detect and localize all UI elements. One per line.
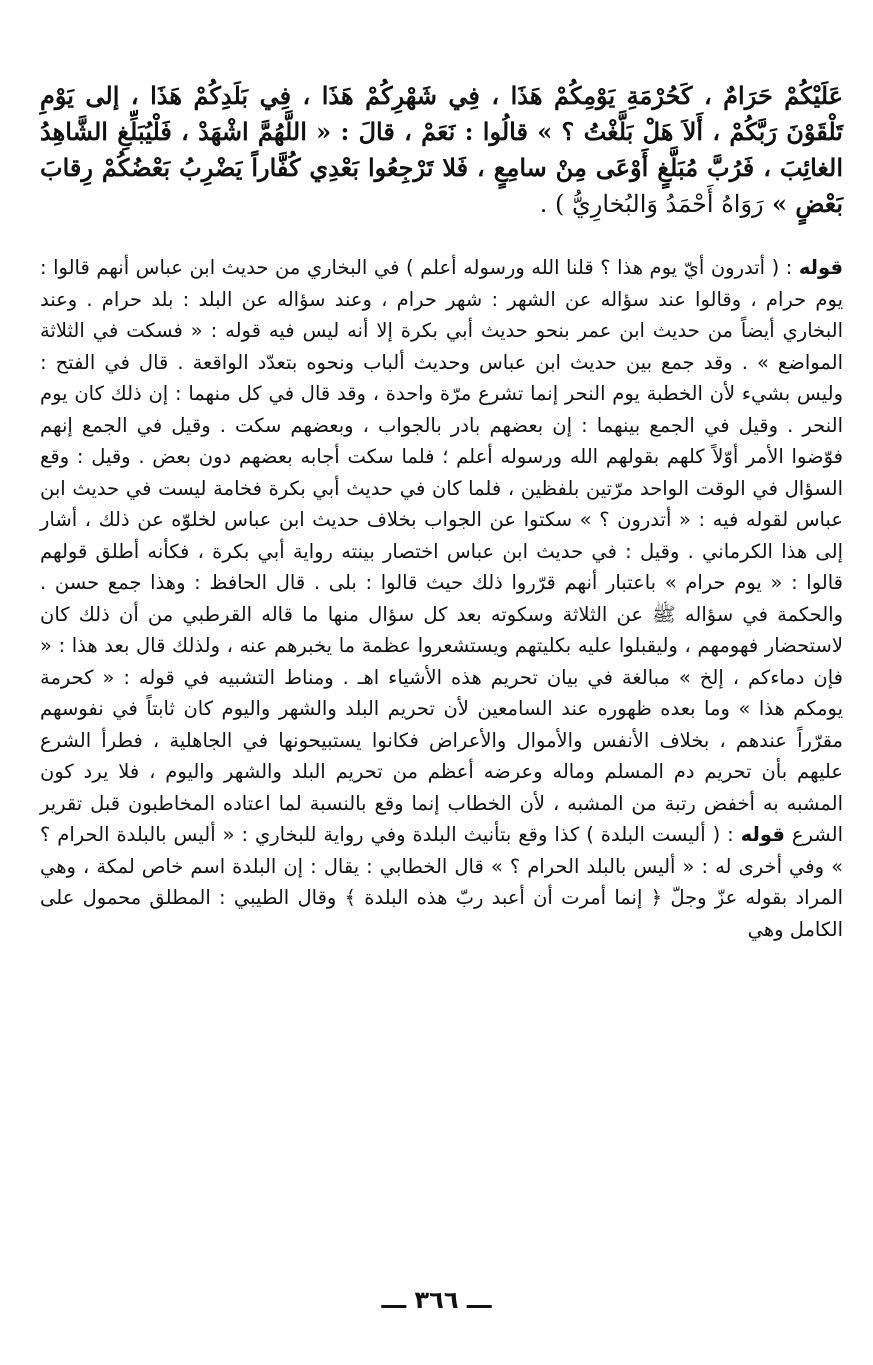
hadith-body: عَلَيْكُمْ حَرَامٌ ، كَحُرْمَةِ يَوْمِكُمْ هَذَا ، فِي شَهْرِكُمْ هَذَا ، فِي بَلَدِكُمْ هَذَا ، إلى يَوْمِ تَلْقَوْنَ رَبَّكُمْ ، أَلاَ هَلْ بَلَّغْتُ ؟ » قالُوا : نَعَمْ ، قالَ : « اللَّهُمَّ اشْهَدْ ، فَلْيُبَلِّغِ الشَّاهِدُ الغائِبَ ، فَرُبَّ مُبَلَّغٍ أَوْعَى مِنْ سامِعٍ ، فَلا تَرْجِعُوا بَعْدِي كُفَّاراً يَضْرِبُ بَعْضُكُمْ رِقابَ بَعْضٍ » bbox=[40, 81, 843, 218]
commentary-text bbox=[40, 252, 843, 945]
commentary-inline-bold-word: قوله bbox=[740, 823, 785, 846]
page-body bbox=[40, 78, 843, 945]
hadith-source: رَوَاهُ أَحْمَدُ وَالبُخارِيُّ ) . bbox=[539, 190, 764, 218]
hadith-text bbox=[40, 78, 843, 222]
commentary-part-2: : ( أليست البلدة ) كذا وقع بتأنيث البلدة وفي رواية للبخاري : « أليس بالبلدة الحرام ؟ » وفي أخرى له : « أليس بالبلد الحرام ؟ » قال الخطابي : يقال : إن البلدة اسم خاص لمكة ، وهي المراد بقوله عزّ وجلّ ﴿ إنما أمرت أن أعبد ربّ هذه البلدة ﴾ وقال الطيبي : المطلق محمول على الكامل وهي bbox=[40, 823, 843, 941]
commentary-part-1: : ( أتدرون أيّ يوم هذا ؟ قلنا الله ورسوله أعلم ) في البخاري من حديث ابن عباس أنهم قالوا : يوم حرام ، وقالوا عند سؤاله عن الشهر : شهر حرام ، وعند سؤاله عن البلد : بلد حرام . وعند البخاري أيضاً من حديث ابن عمر بنحو حديث أبي بكرة إلا أنه ليس فيه قوله : « فسكت في الثلاثة المواضع » . وقد جمع بين حديث ابن عباس وحديث ألباب ونحوه بتعدّد الواقعة . قال في الفتح : وليس بشيء لأن الخطبة يوم النحر إنما تشرع مرّة واحدة ، وقد قال في كل منهما : إن ذلك كان يوم النحر . وقيل في الجمع بينهما : إن بعضهم بادر بالجواب ، وبعضهم سكت . وقيل في الجمع إنهم فوّضوا الأمر أوّلاً كلهم بقولهم الله ورسوله أعلم ؛ فلما سكت أجابه بعضهم دون بعض . وقيل : وقع السؤال في الوقت الواحد مرّتين بلفظين ، فلما كان في حديث أبي بكرة فخامة ليست في حديث ابن عباس لقوله فيه : « أتدرون ؟ » سكتوا عن الجواب بخلاف حديث ابن عباس لخلوّه عن ذلك ، أشار إلى هذا الكرماني . وقيل : في حديث ابن عباس اختصار بينته رواية أبي بكرة ، فكأنه أطلق قولهم قالوا : « يوم حرام » باعتبار أنهم قرّروا ذلك حيث قالوا : بلى . قال الحافظ : وهذا جمع حسن . والحكمة في سؤاله ﷺ عن الثلاثة وسكوته بعد كل سؤال منها ما قاله القرطبي من أن ذلك كان لاستحضار فهومهم ، وليقبلوا عليه بكليتهم ويستشعروا عظمة ما يخبرهم عنه ، ولذلك قال بعد هذا : « فإن دماءكم ، إلخ » مبالغة في بيان تحريم هذه الأشياء اهـ . ومناط التشبيه في قوله : « كحرمة يومكم هذا » وما بعده ظهوره عند السامعين لأن تحريم البلد والشهر واليوم كان ثابتاً في نفوسهم مقرّراً عندهم ، بخلاف الأنفس والأموال والأعراض فكانوا يستبيحونها في الجاهلية ، فطرأ الشرع عليهم بأن تحريم دم المسلم وماله وعرضه أعظم من تحريم البلد والشهر واليوم ، فلا يرد كون المشبه به أخفض رتبة من المشبه ، لأن الخطاب إنما وقع بالنسبة لما اعتاده المخاطبون قبل تقرير الشرع bbox=[40, 256, 843, 846]
commentary-lead-word: قوله bbox=[798, 256, 843, 279]
page-number: ـــ ٣٦٦ ـــ bbox=[381, 1286, 492, 1314]
